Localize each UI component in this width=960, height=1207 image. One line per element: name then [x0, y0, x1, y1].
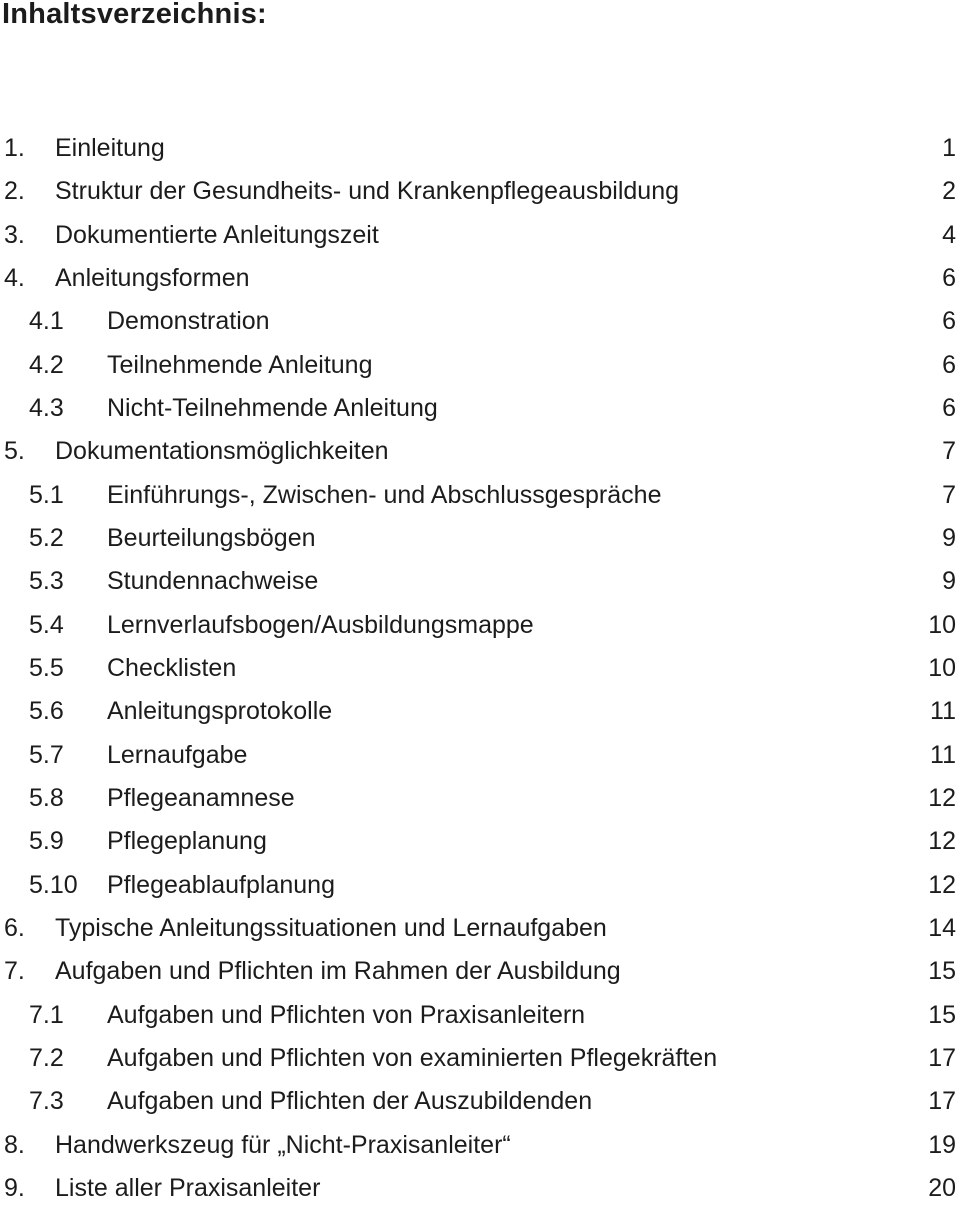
toc-entry	[0, 907, 960, 950]
toc-entry-label: Stundennachweise	[107, 567, 319, 596]
toc-entry-page: 12	[928, 827, 956, 856]
toc-entry-number: 3.	[4, 220, 25, 249]
toc-entry-label: Typische Anleitungssituationen und Lernaufgaben	[55, 913, 607, 942]
toc-entry-page: 6	[942, 350, 956, 379]
toc-entry-number: 5.6	[29, 697, 64, 726]
toc-entry-label: Aufgaben und Pflichten von Praxisanleitern	[107, 1000, 586, 1029]
toc-entry	[0, 127, 960, 170]
toc-entry	[0, 560, 960, 603]
toc-entry-number: 5.8	[29, 783, 64, 812]
toc-entry-label: Liste aller Praxisanleiter	[55, 1173, 321, 1202]
toc-entry-page: 10	[928, 610, 956, 639]
toc-entry-page: 1	[942, 134, 956, 162]
toc-entry-page: 11	[930, 740, 956, 769]
toc-entry	[0, 1037, 960, 1080]
toc-entry-number: 6.	[4, 913, 25, 942]
toc-entry-label: Aufgaben und Pflichten von examinierten Pflegekräften	[107, 1043, 718, 1072]
toc-entry-number: 4.1	[29, 307, 64, 336]
toc-entry	[0, 777, 960, 820]
toc-entry-label: Pflegeplanung	[107, 827, 267, 856]
toc-entry	[0, 344, 960, 387]
toc-entry-label: Anleitungsprotokolle	[107, 697, 333, 726]
toc-entry-label: Nicht-Teilnehmende Anleitung	[107, 393, 438, 422]
toc-entry-label: Lernaufgabe	[107, 740, 248, 769]
toc-entry-label: Demonstration	[107, 307, 270, 336]
toc-entry	[0, 690, 960, 733]
toc-entry	[0, 864, 960, 907]
toc-entry-page: 9	[942, 523, 956, 552]
toc-entry-page: 4	[942, 220, 956, 249]
toc-entry-number: 5.5	[29, 653, 64, 682]
toc-entry-page: 19	[928, 1130, 956, 1159]
toc-entry	[0, 430, 960, 473]
toc-entry-label: Pflegeablaufplanung	[107, 870, 335, 899]
toc-entry-label: Aufgaben und Pflichten im Rahmen der Ausbildung	[55, 957, 621, 986]
toc-entry-label: Beurteilungsbögen	[107, 523, 316, 552]
toc-entry-page: 6	[942, 393, 956, 422]
toc-entry-label: Lernverlaufsbogen/Ausbildungsmappe	[107, 610, 534, 639]
toc-entry-label: Checklisten	[107, 653, 237, 682]
toc-entry-number: 7.3	[29, 1087, 64, 1116]
toc-entry-label: Pflegeanamnese	[107, 783, 295, 812]
toc-entry-number: 9.	[4, 1173, 25, 1202]
toc-entry-number: 8.	[4, 1130, 25, 1159]
toc-entry-page: 7	[942, 480, 956, 509]
toc-entry-number: 7.	[4, 957, 25, 986]
toc-entry	[0, 647, 960, 690]
toc-entry-page: 6	[942, 307, 956, 336]
toc-entry-number: 4.3	[29, 393, 64, 422]
toc-entry	[0, 1080, 960, 1123]
toc-entry	[0, 734, 960, 777]
toc-entry-page: 9	[942, 567, 956, 596]
toc-entry	[0, 1167, 960, 1207]
toc-entry-page: 2	[942, 177, 956, 206]
toc-entry-number: 5.1	[29, 480, 64, 509]
toc-entry-page: 12	[928, 783, 956, 812]
toc-entry	[0, 604, 960, 647]
toc-entry-number: 5.10	[29, 870, 78, 899]
toc-entry-number: 7.2	[29, 1043, 64, 1072]
toc-entry-page: 15	[928, 957, 956, 986]
toc-entry-page: 14	[928, 913, 956, 942]
toc-entry	[0, 257, 960, 300]
toc-entry-label: Anleitungsformen	[55, 263, 250, 292]
toc-entry	[0, 387, 960, 430]
toc-entry	[0, 1124, 960, 1167]
toc-entry-number: 4.2	[29, 350, 64, 379]
toc-entry	[0, 300, 960, 343]
toc-entry-number: 5.7	[29, 740, 64, 769]
toc-entry-page: 17	[928, 1087, 956, 1116]
toc-entry	[0, 994, 960, 1037]
toc-entry-number: 5.	[4, 437, 25, 466]
toc-entry-page: 6	[942, 263, 956, 292]
toc-entry	[0, 517, 960, 560]
toc-entry-label: Aufgaben und Pflichten der Auszubildenden	[107, 1087, 593, 1116]
toc-entry-page: 15	[928, 1000, 956, 1029]
toc-entry	[0, 214, 960, 257]
toc-entry-number: 5.4	[29, 610, 64, 639]
toc-entry	[0, 170, 960, 213]
toc-entry-label: Teilnehmende Anleitung	[107, 350, 373, 379]
toc-entry-page: 17	[928, 1043, 956, 1072]
toc-entry-page: 10	[928, 653, 956, 682]
toc-entry-label: Einleitung	[55, 134, 165, 162]
toc-entry-page: 20	[928, 1173, 956, 1202]
toc-entry-number: 4.	[4, 263, 25, 292]
page-title: Inhaltsverzeichnis:	[2, 0, 267, 30]
toc-entry-number: 1.	[4, 134, 25, 162]
toc-entry-label: Einführungs-, Zwischen- und Abschlussgespräche	[107, 480, 662, 509]
toc-entry-number: 5.3	[29, 567, 64, 596]
toc-list	[0, 127, 960, 1207]
toc-entry-number: 2.	[4, 177, 25, 206]
toc-entry-label: Dokumentationsmöglichkeiten	[55, 437, 389, 466]
toc-entry-page: 12	[928, 870, 956, 899]
toc-entry-number: 7.1	[29, 1000, 64, 1029]
toc-entry-page: 7	[942, 437, 956, 466]
toc-entry	[0, 474, 960, 517]
toc-entry-number: 5.9	[29, 827, 64, 856]
toc-entry-label: Struktur der Gesundheits- und Krankenpflegeausbildung	[55, 177, 680, 206]
toc-entry-label: Dokumentierte Anleitungszeit	[55, 220, 379, 249]
toc-entry	[0, 950, 960, 993]
toc-entry-page: 11	[930, 697, 956, 726]
toc-entry-label: Handwerkszeug für „Nicht-Praxisanleiter“	[55, 1130, 511, 1159]
toc-entry	[0, 820, 960, 863]
toc-entry-number: 5.2	[29, 523, 64, 552]
